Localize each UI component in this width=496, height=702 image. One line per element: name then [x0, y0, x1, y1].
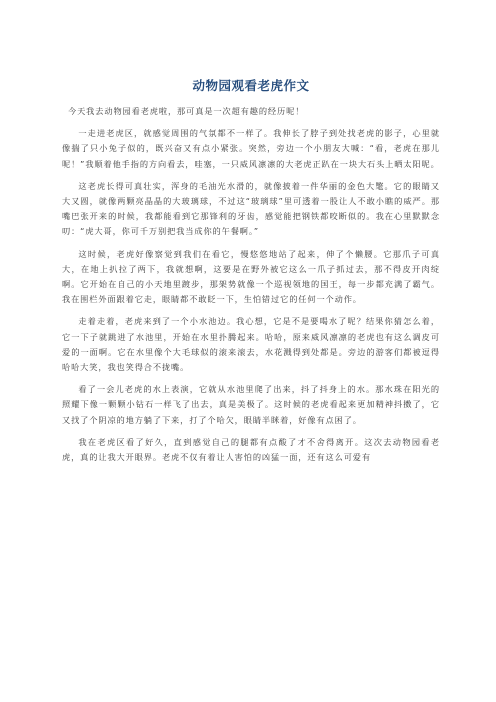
paragraph: 看了一会儿老虎的水上表演，它就从水池里爬了出来，抖了抖身上的水。那水珠在阳光的照耀下像一颗颗小钻石一样飞了出去，真是美极了。这时候的老虎看起来更加精神抖擞了，它又找了个阴凉的地方躺了下来，打了个哈欠，眼睛半眯着，好像有点困了。	[62, 384, 440, 425]
paragraph: 这老虎长得可真壮实，浑身的毛油光水滑的，就像披着一件华丽的金色大氅。它的眼睛又大又圆，就像两颗亮晶晶的大玻璃球，不过这“玻璃球”里可透着一股让人不敢小瞧的威严。那嘴巴张开来的时候，我都能看到它那锋利的牙齿，感觉能把钢铁都咬断似的。我在心里默默念叨：“虎大哥，你可千万别把我当成你的午餐啊。”	[62, 180, 440, 237]
article-title: 动物园观看老虎作文	[192, 78, 310, 93]
article	[62, 78, 440, 472]
paragraph: 这时候，老虎好像察觉到我们在看它，慢悠悠地站了起来，伸了个懒腰。它那爪子可真大，在地上扒拉了两下，我就想啊，这要是在野外被它这么一爪子抓过去，那不得皮开肉绽啊。它开始在自己的小天地里踱步，那架势就像一个巡视领地的国王，每一步都充满了霸气。我在围栏外面跟着它走，眼睛都不敢眨一下，生怕错过它的任何一个动作。	[62, 248, 440, 305]
paragraph: 一走进老虎区，就感觉周围的气氛都不一样了。我伸长了脖子到处找老虎的影子，心里就像揣了只小兔子似的，既兴奋又有点小紧张。突然，旁边一个小朋友大喊：“看，老虎在那儿呢！”我顺着他手指的方向看去，哇塞，一只威风凛凛的大老虎正趴在一块大石头上晒太阳呢。	[62, 128, 440, 169]
paragraph-intro: 今天我去动物园看老虎啦，那可真是一次超有趣的经历呢！	[68, 106, 305, 116]
paragraph: 走着走着，老虎来到了一个小水池边。我心想，它是不是要喝水了呢？结果你猜怎么着，它一下子就跳进了水池里，开始在水里扑腾起来。哈哈，原来威风凛凛的老虎也有这么调皮可爱的一面啊。它在水里像个大毛球似的滚来滚去，水花溅得到处都是。旁边的游客们都被逗得哈哈大笑，我也笑得合不拢嘴。	[62, 316, 440, 373]
paragraph: 我在老虎区看了好久，直到感觉自己的腿都有点酸了才不舍得离开。这次去动物园看老虎，真的让我大开眼界。老虎不仅有着让人害怕的凶猛一面，还有这么可爱有	[62, 436, 440, 463]
